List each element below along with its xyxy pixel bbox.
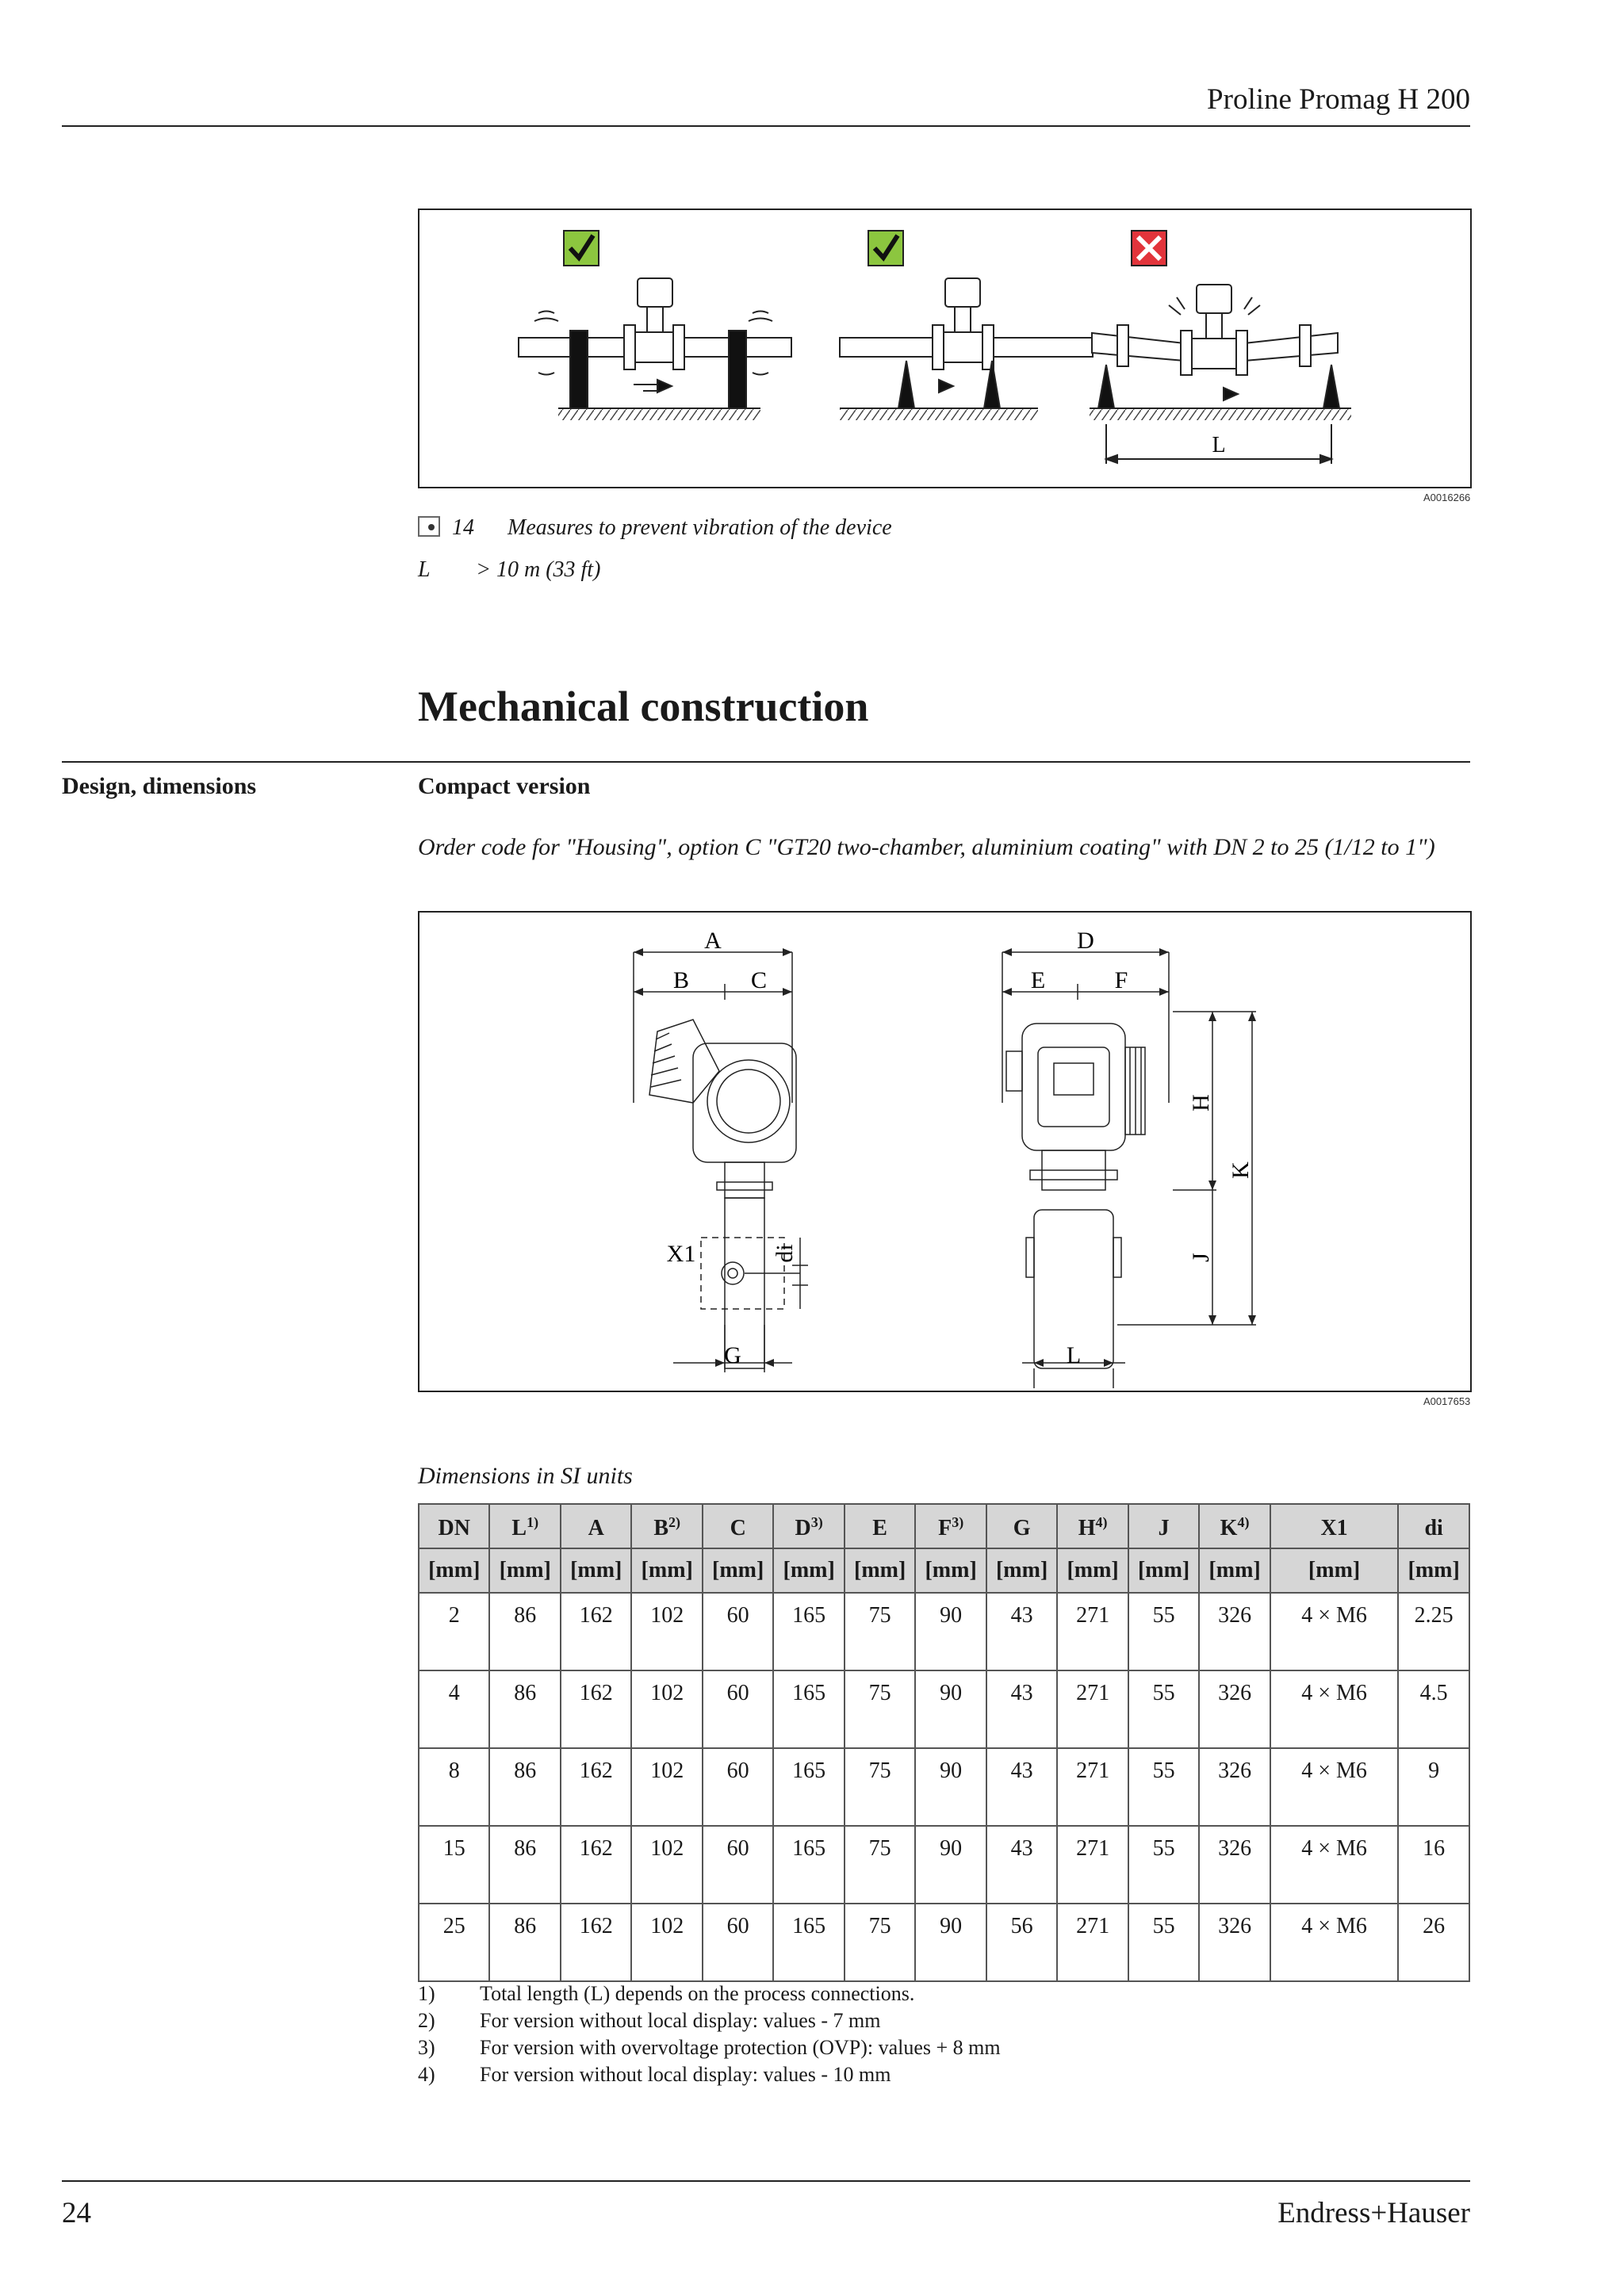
table-cell: 75 [845,1670,915,1748]
figure-icon [418,516,440,537]
unit-cell: [mm] [1199,1548,1270,1593]
dim-label-D: D [1077,928,1094,954]
unit-cell: [mm] [631,1548,702,1593]
footnote-text: For version without local display: values - 10 mm [480,2063,891,2086]
unit-cell: [mm] [773,1548,844,1593]
column-header: DN [419,1504,489,1548]
column-header: $B^{2)}$ [631,1504,702,1548]
unit-cell: [mm] [915,1548,986,1593]
table-cell: 162 [561,1748,631,1826]
footnote-number: 3) [418,2036,435,2059]
dim-label-di: di [772,1244,798,1263]
unit-cell: [mm] [1128,1548,1199,1593]
dim-label-K: K [1228,1161,1254,1179]
section-rule [62,761,1470,763]
scene-supported-pipe [519,278,791,420]
table-cell: 102 [631,1904,702,1981]
column-header: E [845,1504,915,1548]
unit-cell: [mm] [489,1548,560,1593]
table-cell: 165 [773,1826,844,1904]
table-cell: 60 [703,1904,773,1981]
table-cell: 90 [915,1748,986,1826]
column-header: A [561,1504,631,1548]
figure-code: A0017653 [1423,1395,1471,1407]
table-cell: 326 [1199,1748,1270,1826]
table-cell: 165 [773,1748,844,1826]
table-cell: 90 [915,1826,986,1904]
footnote-number: 2) [418,2009,435,2032]
column-header: $H^{4)}$ [1057,1504,1128,1548]
table-cell: 102 [631,1748,702,1826]
check-icon [564,231,599,266]
unit-cell: [mm] [703,1548,773,1593]
table-cell: 271 [1057,1826,1128,1904]
table-row [419,1904,1469,1981]
dimension-drawing [419,913,1470,1391]
table-cell: 9 [1398,1748,1469,1826]
table-title: Dimensions in SI units [418,1463,633,1489]
table-cell: 162 [561,1904,631,1981]
table-cell: 60 [703,1670,773,1748]
brand-name: Endress+Hauser [1277,2197,1470,2229]
unit-cell: [mm] [845,1548,915,1593]
table-cell: 4 × M6 [1270,1904,1399,1981]
dimension-figure [418,911,1472,1392]
check-icon [868,231,903,266]
table-cell: 90 [915,1904,986,1981]
dim-label-B: B [672,967,690,993]
table-cell: 326 [1199,1904,1270,1981]
column-header: C [703,1504,773,1548]
table-cell: 60 [703,1748,773,1826]
table-cell: 16 [1398,1826,1469,1904]
column-header: $F^{3)}$ [915,1504,986,1548]
table-cell: 2 [419,1593,489,1670]
table-row [419,1826,1469,1904]
dim-label-C: C [750,967,768,993]
table-header-row [419,1504,1469,1548]
sub-heading: Compact version [418,773,591,799]
table-cell: 60 [703,1593,773,1670]
dim-label-H: H [1188,1094,1214,1112]
table-cell: 43 [986,1593,1057,1670]
figure-number: 14 [452,515,474,540]
cross-icon [1132,231,1166,266]
table-cell: 102 [631,1593,702,1670]
table-cell: 102 [631,1670,702,1748]
side-heading: Design, dimensions [62,773,257,799]
table-cell: 75 [845,1904,915,1981]
table-cell: 55 [1128,1593,1199,1670]
table-cell: 326 [1199,1826,1270,1904]
footnote-text: Total length (L) depends on the process connections. [480,1982,915,2005]
table-cell: 326 [1199,1593,1270,1670]
footnote-number: 4) [418,2063,435,2086]
unit-cell: [mm] [986,1548,1057,1593]
dim-label-X1: X1 [666,1241,696,1267]
table-cell: 4 × M6 [1270,1748,1399,1826]
figure-caption [418,515,892,541]
legend-value: > 10 m (33 ft) [476,557,601,582]
column-header: di [1398,1504,1469,1548]
table-cell: 4 × M6 [1270,1670,1399,1748]
dim-label-G: G [724,1342,741,1368]
table-cell: 56 [986,1904,1057,1981]
table-cell: 75 [845,1593,915,1670]
table-cell: 4 × M6 [1270,1826,1399,1904]
table-cell: 90 [915,1670,986,1748]
unit-cell: [mm] [561,1548,631,1593]
column-header: J [1128,1504,1199,1548]
figure-code: A0016266 [1423,492,1471,503]
page-number: 24 [62,2197,91,2229]
unit-cell: [mm] [1270,1548,1399,1593]
table-cell: 15 [419,1826,489,1904]
table-cell: 26 [1398,1904,1469,1981]
section-title: Mechanical construction [418,683,869,730]
dim-label-J: J [1188,1253,1214,1262]
column-header: X1 [1270,1504,1399,1548]
figure-legend [418,557,600,583]
table-cell: 102 [631,1826,702,1904]
scene-fixed-pipe [840,278,1093,420]
table-cell: 55 [1128,1904,1199,1981]
table-cell: 4.5 [1398,1670,1469,1748]
table-row [419,1593,1469,1670]
unit-cell: [mm] [1057,1548,1128,1593]
table-cell: 326 [1199,1670,1270,1748]
table-cell: 86 [489,1904,560,1981]
legend-key: L [418,557,431,582]
footnote-text: For version without local display: values - 7 mm [480,2009,881,2032]
table-cell: 43 [986,1826,1057,1904]
table-cell: 271 [1057,1593,1128,1670]
table-cell: 4 [419,1670,489,1748]
table-row [419,1670,1469,1748]
table-cell: 271 [1057,1670,1128,1748]
table-cell: 75 [845,1826,915,1904]
table-cell: 90 [915,1593,986,1670]
table-cell: 271 [1057,1748,1128,1826]
column-header: $L^{1)}$ [489,1504,560,1548]
table-cell: 162 [561,1826,631,1904]
unit-cell: [mm] [419,1548,489,1593]
dimension-label-L: L [1212,433,1226,457]
order-code: Order code for "Housing", option C "GT20 two-chamber, aluminium coating" with DN 2 to 25 (1/12 to 1") [418,834,1435,860]
column-header: G [986,1504,1057,1548]
table-cell: 86 [489,1670,560,1748]
table-cell: 25 [419,1904,489,1981]
table-cell: 162 [561,1670,631,1748]
figure-caption-text: Measures to prevent vibration of the device [508,515,892,540]
dim-label-F: F [1114,967,1128,993]
table-cell: 86 [489,1593,560,1670]
table-cell: 165 [773,1670,844,1748]
table-cell: 162 [561,1593,631,1670]
column-header: $K^{4)}$ [1199,1504,1270,1548]
dimensions-table [418,1503,1470,1982]
table-cell: 2.25 [1398,1593,1469,1670]
footnote-text: For version with overvoltage protection (OVP): values + 8 mm [480,2036,1001,2059]
table-cell: 60 [703,1826,773,1904]
vibration-figure [418,209,1472,488]
table-cell: 75 [845,1748,915,1826]
table-cell: 43 [986,1670,1057,1748]
dim-label-L: L [1066,1342,1082,1368]
table-cell: 165 [773,1904,844,1981]
table-cell: 55 [1128,1826,1199,1904]
table-cell: 55 [1128,1748,1199,1826]
header-rule [62,125,1470,127]
footnote-number: 1) [418,1982,435,2005]
unit-cell: [mm] [1398,1548,1469,1593]
table-cell: 271 [1057,1904,1128,1981]
column-header: $D^{3)}$ [773,1504,844,1548]
table-cell: 4 × M6 [1270,1593,1399,1670]
dim-label-A: A [704,928,722,954]
table-row [419,1748,1469,1826]
table-cell: 55 [1128,1670,1199,1748]
vibration-illustration [419,210,1470,487]
table-cell: 86 [489,1826,560,1904]
table-cell: 43 [986,1748,1057,1826]
footer-rule [62,2180,1470,2182]
table-cell: 8 [419,1748,489,1826]
document-title: Proline Promag H 200 [1207,83,1470,116]
dim-label-E: E [1030,967,1046,993]
table-units-row [419,1548,1469,1593]
table-cell: 86 [489,1748,560,1826]
table-cell: 165 [773,1593,844,1670]
